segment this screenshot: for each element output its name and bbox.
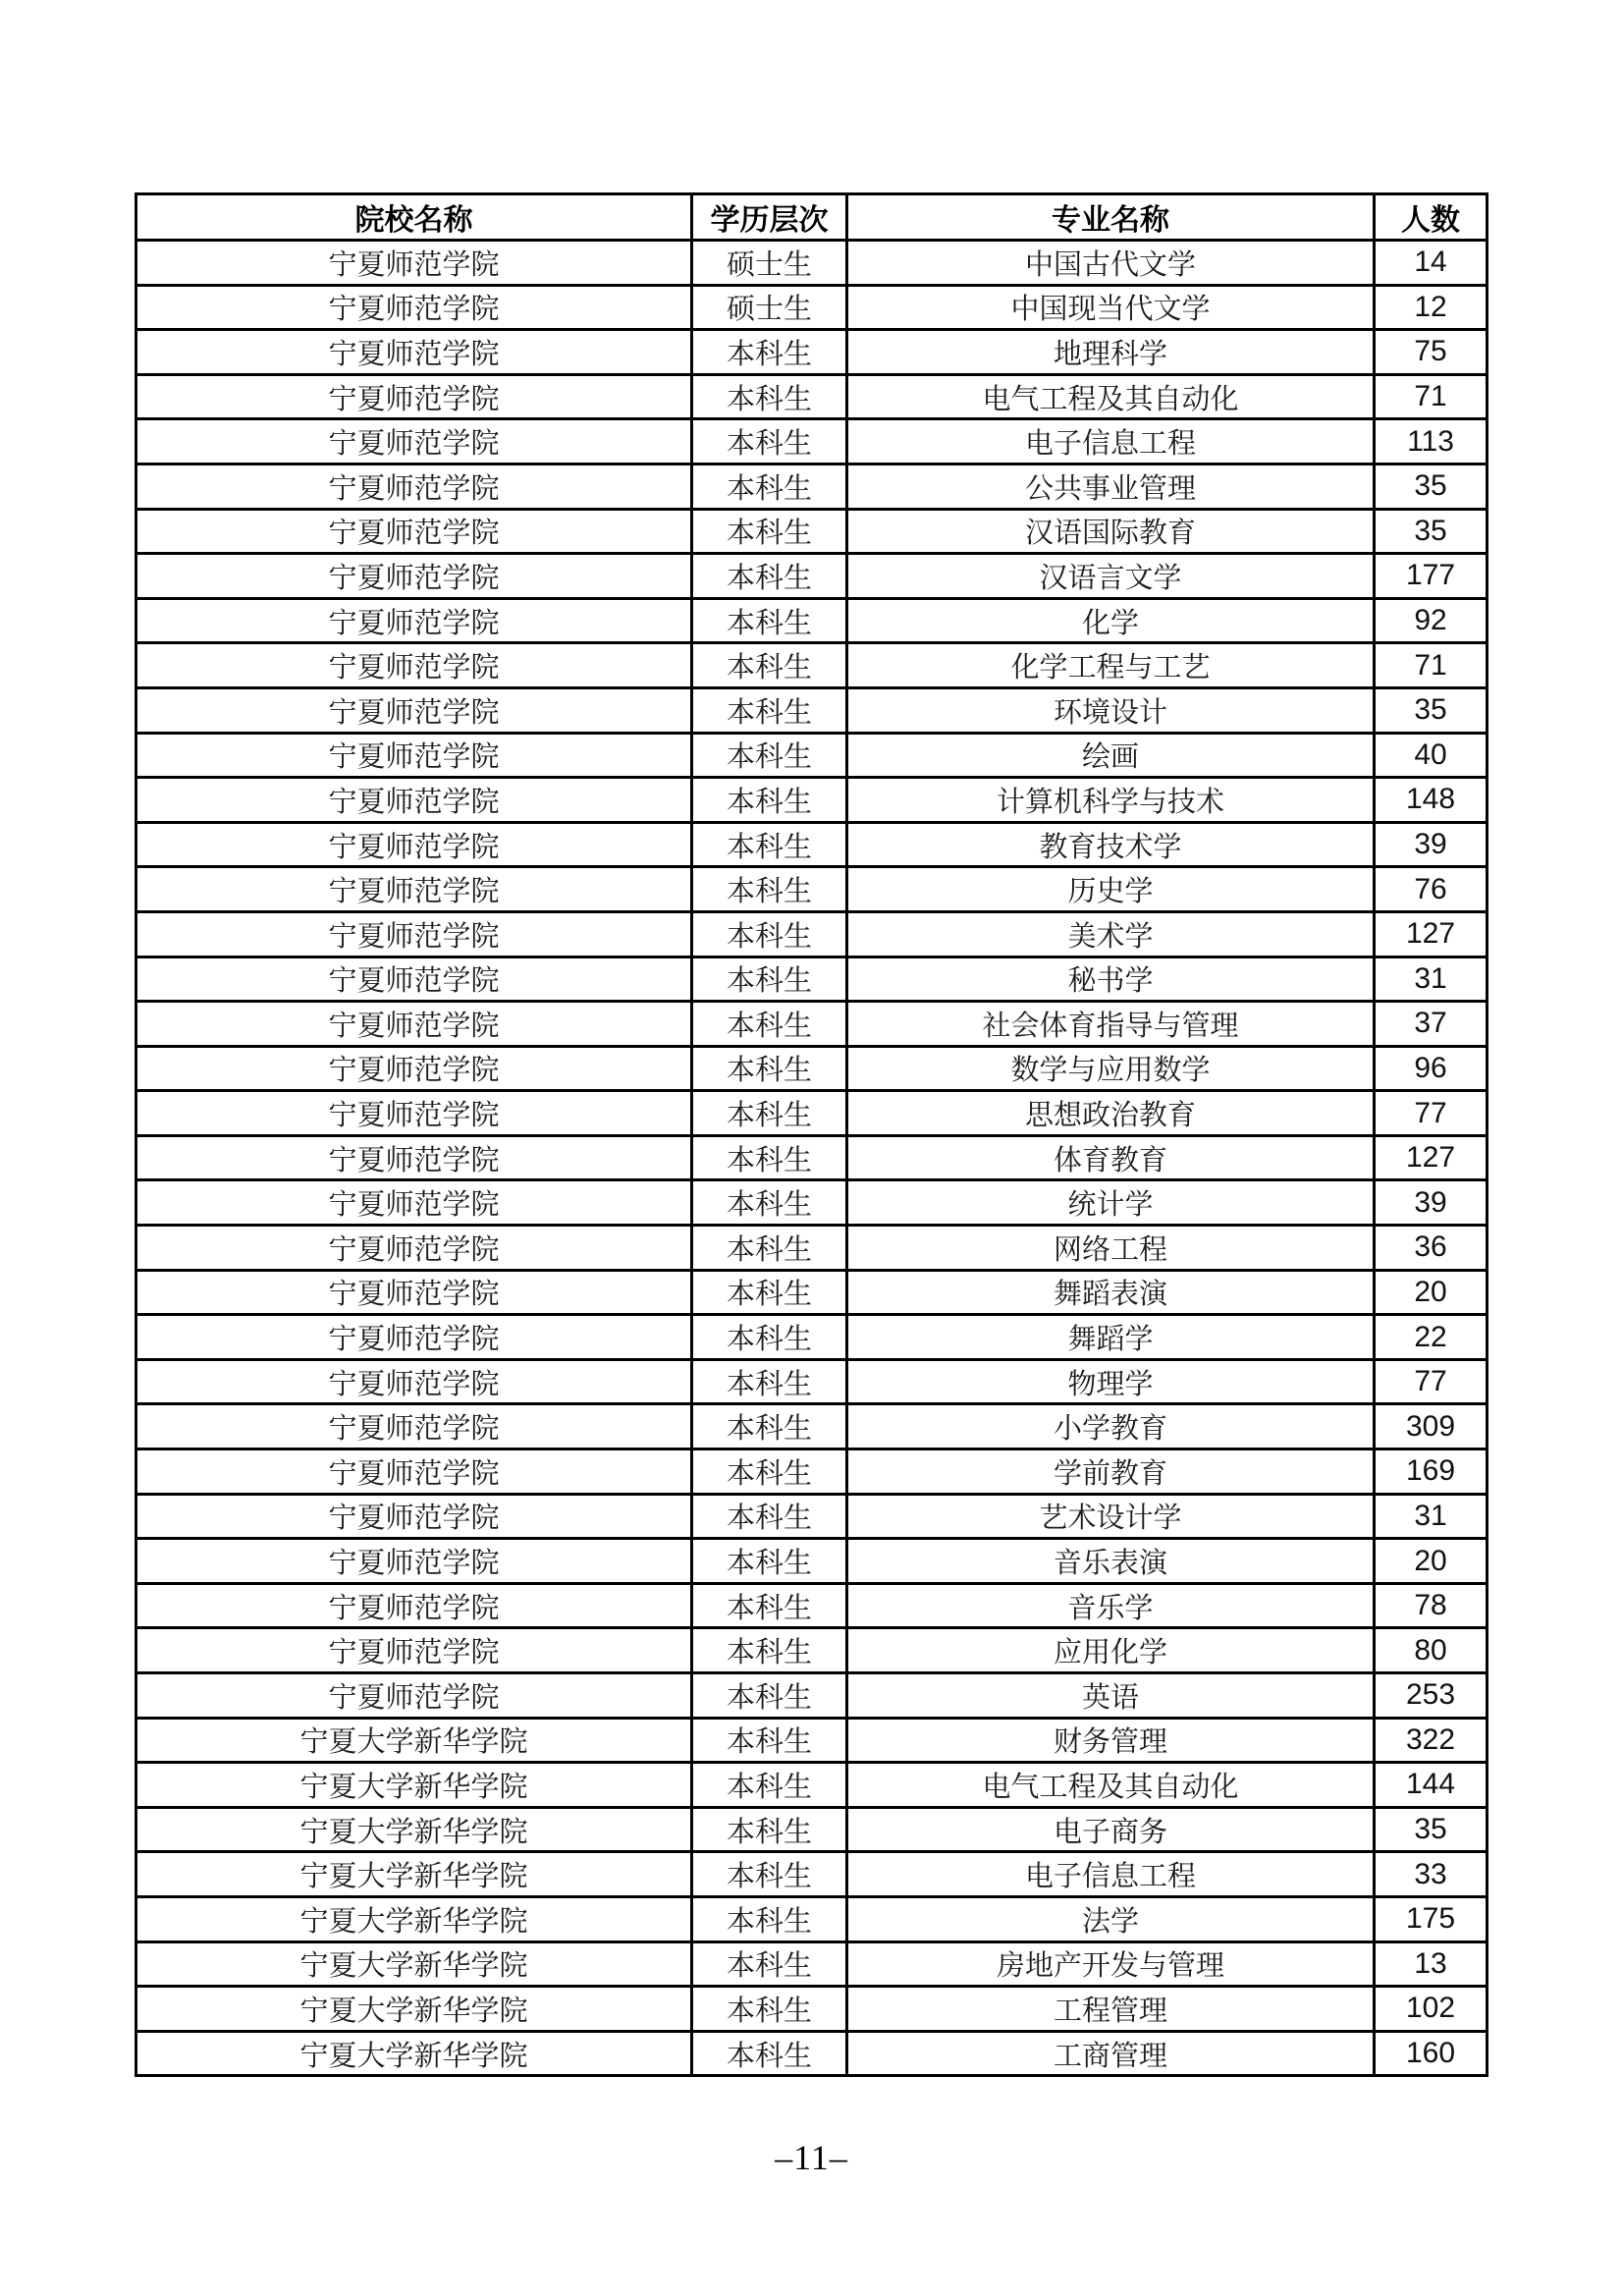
major-cell: 舞蹈学 bbox=[847, 1315, 1375, 1360]
header-major: 专业名称 bbox=[847, 194, 1375, 241]
major-cell: 中国现当代文学 bbox=[847, 285, 1375, 330]
institution-cell: 宁夏师范学院 bbox=[136, 1315, 692, 1360]
header-level: 学历层次 bbox=[692, 194, 847, 241]
major-cell: 小学教育 bbox=[847, 1404, 1375, 1449]
count-cell: 36 bbox=[1375, 1226, 1488, 1271]
count-cell: 144 bbox=[1375, 1763, 1488, 1808]
level-cell: 本科生 bbox=[692, 1180, 847, 1226]
level-cell: 本科生 bbox=[692, 1718, 847, 1763]
level-cell: 本科生 bbox=[692, 2031, 847, 2076]
level-cell: 本科生 bbox=[692, 1628, 847, 1673]
level-cell: 本科生 bbox=[692, 1807, 847, 1852]
count-cell: 77 bbox=[1375, 1091, 1488, 1136]
table-row bbox=[136, 822, 1488, 867]
level-cell: 本科生 bbox=[692, 1673, 847, 1719]
institution-cell: 宁夏师范学院 bbox=[136, 822, 692, 867]
major-cell: 环境设计 bbox=[847, 687, 1375, 733]
major-cell: 法学 bbox=[847, 1896, 1375, 1941]
level-cell: 本科生 bbox=[692, 643, 847, 688]
level-cell: 本科生 bbox=[692, 733, 847, 778]
major-cell: 思想政治教育 bbox=[847, 1091, 1375, 1136]
institution-cell: 宁夏大学新华学院 bbox=[136, 1896, 692, 1941]
level-cell: 本科生 bbox=[692, 1539, 847, 1584]
institution-cell: 宁夏师范学院 bbox=[136, 509, 692, 554]
institution-cell: 宁夏师范学院 bbox=[136, 1091, 692, 1136]
institution-cell: 宁夏师范学院 bbox=[136, 733, 692, 778]
table-row bbox=[136, 1896, 1488, 1941]
table-row bbox=[136, 598, 1488, 643]
count-cell: 35 bbox=[1375, 1807, 1488, 1852]
institution-cell: 宁夏师范学院 bbox=[136, 330, 692, 375]
institution-cell: 宁夏师范学院 bbox=[136, 598, 692, 643]
table-row bbox=[136, 464, 1488, 509]
page-number: –11– bbox=[775, 2138, 848, 2177]
level-cell: 本科生 bbox=[692, 1359, 847, 1404]
level-cell: 本科生 bbox=[692, 1002, 847, 1047]
institution-cell: 宁夏大学新华学院 bbox=[136, 1987, 692, 2032]
count-cell: 177 bbox=[1375, 554, 1488, 599]
count-cell: 35 bbox=[1375, 509, 1488, 554]
major-cell: 教育技术学 bbox=[847, 822, 1375, 867]
institution-cell: 宁夏师范学院 bbox=[136, 1226, 692, 1271]
major-cell: 学前教育 bbox=[847, 1449, 1375, 1495]
count-cell: 12 bbox=[1375, 285, 1488, 330]
level-cell: 本科生 bbox=[692, 1226, 847, 1271]
institution-cell: 宁夏师范学院 bbox=[136, 241, 692, 286]
major-cell: 汉语国际教育 bbox=[847, 509, 1375, 554]
count-cell: 102 bbox=[1375, 1987, 1488, 2032]
table-row bbox=[136, 1449, 1488, 1495]
major-cell: 电子信息工程 bbox=[847, 1852, 1375, 1897]
table-row bbox=[136, 1135, 1488, 1180]
level-cell: 本科生 bbox=[692, 1987, 847, 2032]
major-cell: 房地产开发与管理 bbox=[847, 1941, 1375, 1987]
table-row bbox=[136, 1226, 1488, 1271]
institution-cell: 宁夏师范学院 bbox=[136, 643, 692, 688]
major-cell: 社会体育指导与管理 bbox=[847, 1002, 1375, 1047]
count-cell: 127 bbox=[1375, 1135, 1488, 1180]
institution-cell: 宁夏师范学院 bbox=[136, 1583, 692, 1628]
major-cell: 舞蹈表演 bbox=[847, 1270, 1375, 1315]
count-cell: 80 bbox=[1375, 1628, 1488, 1673]
major-cell: 化学 bbox=[847, 598, 1375, 643]
level-cell: 本科生 bbox=[692, 1941, 847, 1987]
count-cell: 13 bbox=[1375, 1941, 1488, 1987]
major-cell: 工程管理 bbox=[847, 1987, 1375, 2032]
table-row bbox=[136, 241, 1488, 286]
table-row bbox=[136, 957, 1488, 1002]
level-cell: 本科生 bbox=[692, 1852, 847, 1897]
count-cell: 71 bbox=[1375, 643, 1488, 688]
major-cell: 英语 bbox=[847, 1673, 1375, 1719]
major-cell: 财务管理 bbox=[847, 1718, 1375, 1763]
major-cell: 电子商务 bbox=[847, 1807, 1375, 1852]
major-cell: 物理学 bbox=[847, 1359, 1375, 1404]
major-cell: 网络工程 bbox=[847, 1226, 1375, 1271]
count-cell: 33 bbox=[1375, 1852, 1488, 1897]
count-cell: 75 bbox=[1375, 330, 1488, 375]
major-cell: 艺术设计学 bbox=[847, 1494, 1375, 1539]
header-count: 人数 bbox=[1375, 194, 1488, 241]
table-row bbox=[136, 1494, 1488, 1539]
level-cell: 本科生 bbox=[692, 464, 847, 509]
institution-cell: 宁夏师范学院 bbox=[136, 1494, 692, 1539]
level-cell: 本科生 bbox=[692, 822, 847, 867]
major-cell: 计算机科学与技术 bbox=[847, 778, 1375, 823]
level-cell: 本科生 bbox=[692, 1449, 847, 1495]
institution-cell: 宁夏大学新华学院 bbox=[136, 1941, 692, 1987]
major-cell: 美术学 bbox=[847, 911, 1375, 957]
major-cell: 应用化学 bbox=[847, 1628, 1375, 1673]
table-row bbox=[136, 1628, 1488, 1673]
table-row bbox=[136, 1046, 1488, 1091]
level-cell: 本科生 bbox=[692, 1135, 847, 1180]
enrollment-table bbox=[135, 192, 1488, 2077]
level-cell: 本科生 bbox=[692, 554, 847, 599]
table-row bbox=[136, 374, 1488, 419]
count-cell: 37 bbox=[1375, 1002, 1488, 1047]
count-cell: 169 bbox=[1375, 1449, 1488, 1495]
level-cell: 本科生 bbox=[692, 1270, 847, 1315]
level-cell: 本科生 bbox=[692, 1896, 847, 1941]
major-cell: 电子信息工程 bbox=[847, 419, 1375, 465]
institution-cell: 宁夏师范学院 bbox=[136, 1673, 692, 1719]
table-row bbox=[136, 554, 1488, 599]
count-cell: 322 bbox=[1375, 1718, 1488, 1763]
major-cell: 体育教育 bbox=[847, 1135, 1375, 1180]
table-row bbox=[136, 1180, 1488, 1226]
institution-cell: 宁夏师范学院 bbox=[136, 687, 692, 733]
table-row bbox=[136, 1091, 1488, 1136]
table-row bbox=[136, 285, 1488, 330]
count-cell: 92 bbox=[1375, 598, 1488, 643]
count-cell: 20 bbox=[1375, 1539, 1488, 1584]
institution-cell: 宁夏师范学院 bbox=[136, 911, 692, 957]
count-cell: 96 bbox=[1375, 1046, 1488, 1091]
major-cell: 电气工程及其自动化 bbox=[847, 374, 1375, 419]
count-cell: 77 bbox=[1375, 1359, 1488, 1404]
table-row bbox=[136, 2031, 1488, 2076]
table-body bbox=[136, 241, 1488, 2076]
header-institution: 院校名称 bbox=[136, 194, 692, 241]
institution-cell: 宁夏师范学院 bbox=[136, 957, 692, 1002]
table-row bbox=[136, 1359, 1488, 1404]
table-row bbox=[136, 419, 1488, 465]
institution-cell: 宁夏大学新华学院 bbox=[136, 2031, 692, 2076]
table-row bbox=[136, 1852, 1488, 1897]
major-cell: 化学工程与工艺 bbox=[847, 643, 1375, 688]
table-row bbox=[136, 1404, 1488, 1449]
level-cell: 本科生 bbox=[692, 330, 847, 375]
level-cell: 本科生 bbox=[692, 1404, 847, 1449]
major-cell: 音乐学 bbox=[847, 1583, 1375, 1628]
institution-cell: 宁夏师范学院 bbox=[136, 1628, 692, 1673]
table-row bbox=[136, 509, 1488, 554]
level-cell: 本科生 bbox=[692, 867, 847, 912]
table-row bbox=[136, 643, 1488, 688]
major-cell: 音乐表演 bbox=[847, 1539, 1375, 1584]
count-cell: 31 bbox=[1375, 1494, 1488, 1539]
major-cell: 公共事业管理 bbox=[847, 464, 1375, 509]
count-cell: 35 bbox=[1375, 687, 1488, 733]
level-cell: 本科生 bbox=[692, 1091, 847, 1136]
count-cell: 39 bbox=[1375, 822, 1488, 867]
level-cell: 本科生 bbox=[692, 1763, 847, 1808]
count-cell: 253 bbox=[1375, 1673, 1488, 1719]
level-cell: 本科生 bbox=[692, 911, 847, 957]
institution-cell: 宁夏大学新华学院 bbox=[136, 1763, 692, 1808]
major-cell: 历史学 bbox=[847, 867, 1375, 912]
institution-cell: 宁夏师范学院 bbox=[136, 1002, 692, 1047]
level-cell: 本科生 bbox=[692, 1315, 847, 1360]
count-cell: 31 bbox=[1375, 957, 1488, 1002]
count-cell: 71 bbox=[1375, 374, 1488, 419]
institution-cell: 宁夏师范学院 bbox=[136, 1404, 692, 1449]
level-cell: 本科生 bbox=[692, 1494, 847, 1539]
table-row bbox=[136, 778, 1488, 823]
table-row bbox=[136, 1718, 1488, 1763]
count-cell: 160 bbox=[1375, 2031, 1488, 2076]
level-cell: 硕士生 bbox=[692, 241, 847, 286]
major-cell: 工商管理 bbox=[847, 2031, 1375, 2076]
table-row bbox=[136, 1941, 1488, 1987]
level-cell: 本科生 bbox=[692, 509, 847, 554]
major-cell: 数学与应用数学 bbox=[847, 1046, 1375, 1091]
table-header bbox=[136, 194, 1488, 241]
table-row bbox=[136, 1002, 1488, 1047]
count-cell: 39 bbox=[1375, 1180, 1488, 1226]
institution-cell: 宁夏师范学院 bbox=[136, 867, 692, 912]
institution-cell: 宁夏师范学院 bbox=[136, 464, 692, 509]
institution-cell: 宁夏师范学院 bbox=[136, 1359, 692, 1404]
institution-cell: 宁夏师范学院 bbox=[136, 554, 692, 599]
count-cell: 22 bbox=[1375, 1315, 1488, 1360]
major-cell: 绘画 bbox=[847, 733, 1375, 778]
count-cell: 113 bbox=[1375, 419, 1488, 465]
major-cell: 汉语言文学 bbox=[847, 554, 1375, 599]
institution-cell: 宁夏师范学院 bbox=[136, 1270, 692, 1315]
table-row bbox=[136, 1583, 1488, 1628]
institution-cell: 宁夏师范学院 bbox=[136, 1449, 692, 1495]
level-cell: 本科生 bbox=[692, 687, 847, 733]
major-cell: 地理科学 bbox=[847, 330, 1375, 375]
level-cell: 本科生 bbox=[692, 374, 847, 419]
institution-cell: 宁夏师范学院 bbox=[136, 778, 692, 823]
level-cell: 本科生 bbox=[692, 419, 847, 465]
count-cell: 20 bbox=[1375, 1270, 1488, 1315]
table-row bbox=[136, 1987, 1488, 2032]
level-cell: 本科生 bbox=[692, 1583, 847, 1628]
count-cell: 76 bbox=[1375, 867, 1488, 912]
institution-cell: 宁夏师范学院 bbox=[136, 1046, 692, 1091]
count-cell: 40 bbox=[1375, 733, 1488, 778]
major-cell: 秘书学 bbox=[847, 957, 1375, 1002]
count-cell: 35 bbox=[1375, 464, 1488, 509]
table-row bbox=[136, 1270, 1488, 1315]
table-row bbox=[136, 1807, 1488, 1852]
institution-cell: 宁夏师范学院 bbox=[136, 1180, 692, 1226]
institution-cell: 宁夏师范学院 bbox=[136, 285, 692, 330]
count-cell: 148 bbox=[1375, 778, 1488, 823]
count-cell: 14 bbox=[1375, 241, 1488, 286]
institution-cell: 宁夏师范学院 bbox=[136, 1539, 692, 1584]
institution-cell: 宁夏师范学院 bbox=[136, 419, 692, 465]
count-cell: 175 bbox=[1375, 1896, 1488, 1941]
institution-cell: 宁夏大学新华学院 bbox=[136, 1852, 692, 1897]
institution-cell: 宁夏师范学院 bbox=[136, 1135, 692, 1180]
table-row bbox=[136, 1315, 1488, 1360]
table-row bbox=[136, 1539, 1488, 1584]
table-row bbox=[136, 733, 1488, 778]
institution-cell: 宁夏师范学院 bbox=[136, 374, 692, 419]
level-cell: 本科生 bbox=[692, 598, 847, 643]
count-cell: 309 bbox=[1375, 1404, 1488, 1449]
table-row bbox=[136, 1673, 1488, 1719]
table-row bbox=[136, 911, 1488, 957]
count-cell: 127 bbox=[1375, 911, 1488, 957]
level-cell: 硕士生 bbox=[692, 285, 847, 330]
level-cell: 本科生 bbox=[692, 778, 847, 823]
level-cell: 本科生 bbox=[692, 1046, 847, 1091]
institution-cell: 宁夏大学新华学院 bbox=[136, 1718, 692, 1763]
table-row bbox=[136, 867, 1488, 912]
major-cell: 电气工程及其自动化 bbox=[847, 1763, 1375, 1808]
table-row bbox=[136, 687, 1488, 733]
major-cell: 中国古代文学 bbox=[847, 241, 1375, 286]
institution-cell: 宁夏大学新华学院 bbox=[136, 1807, 692, 1852]
table-row bbox=[136, 330, 1488, 375]
level-cell: 本科生 bbox=[692, 957, 847, 1002]
header-row bbox=[136, 194, 1488, 241]
table-row bbox=[136, 1763, 1488, 1808]
major-cell: 统计学 bbox=[847, 1180, 1375, 1226]
count-cell: 78 bbox=[1375, 1583, 1488, 1628]
